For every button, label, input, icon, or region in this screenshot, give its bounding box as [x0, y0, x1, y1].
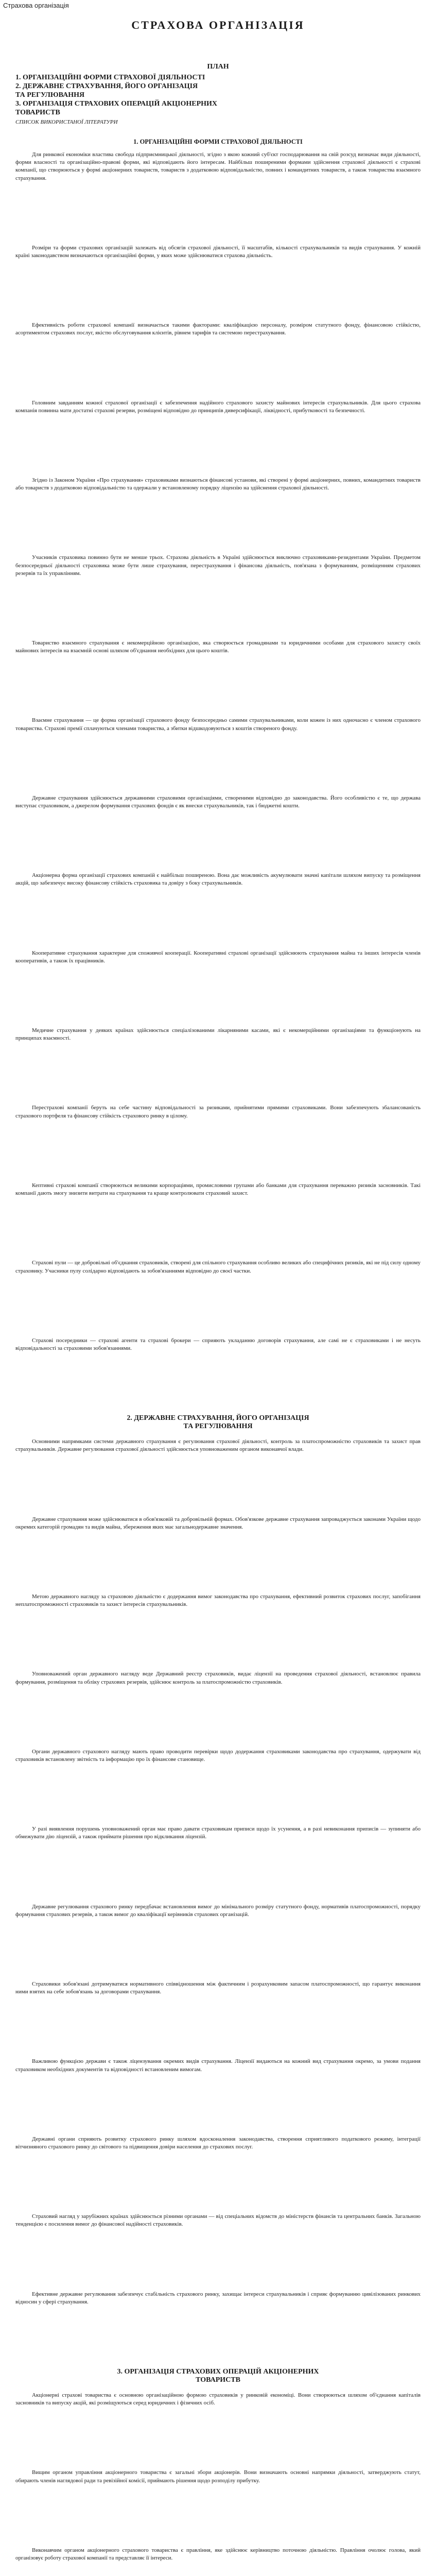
paragraph: Державне страхування може здійснюватися в обов'язковій та добровільній формах. Обов'язкове державне страхування запроваджується законами України щодо окремих категорій громадян та видів майна, збереження яких має загальнодержавне значення. [15, 1516, 421, 1530]
paragraph: Ефективне державне регулювання забезпечує стабільність страхового ринку, захищає інтереси страхувальників і сприяє формуванню цивілізованих ринкових відносин у сфері страхування. [15, 2291, 421, 2305]
plan-item[interactable]: 3. ОРГАНІЗАЦІЯ СТРАХОВИХ ОПЕРАЦІЙ АКЦІОНЕРНИХ [15, 100, 218, 108]
plan-item[interactable]: 2. ДЕРЖАВНЕ СТРАХУВАННЯ, ЙОГО ОРГАНІЗАЦІЯ [15, 82, 198, 90]
paragraph: Взаємне страхування — це форма організації страхового фонду безпосередньо самими страхувальниками, коли кожен із них одночасно є членом страхового товариства. Страхові премії сплачуються членами товариства, а збитки відшкодовуються з коштів створеного фонду. [15, 717, 421, 732]
section-heading [15, 2368, 421, 2384]
section-1-body [15, 151, 421, 1352]
paragraph: Страховики зобов'язані дотримуватися нормативного співвідношення між фактичним і розрахунковим запасом платоспроможності, що гарантує виконання ними взятих на себе зобов'язань за договорами страхування. [15, 1980, 421, 1995]
page-title: СТРАХОВА ОРГАНІЗАЦІЯ [131, 19, 305, 31]
paragraph: Учасників страховика повинно бути не менше трьох. Страхова діяльність в Україні здійснюється виключно страховиками-резидентами України. Предметом безпосередньої діяльності страховика може бути лише страхування, перестрахування і фінансова діяльність, пов'язана з формуванням, розміщенням страхових резервів та їх управлінням. [15, 554, 421, 577]
paragraph: Головним завданням кожної страхової організації є забезпечення надійного страхового захисту майнових інтересів страхувальників. Для цього страхова компанія повинна мати достатні страхові резерви, розміщені відповідно до принципів диверсифікації, ліквідності, прибутковості та безпечності. [15, 399, 421, 414]
plan-item[interactable]: ТА РЕГУЛЮВАННЯ [15, 91, 85, 99]
paragraph: Органи державного страхового нагляду мають право проводити перевірки щодо додержання страховиками законодавства про страхування, одержувати від страховиків встановлену звітність та інформацію про їх фінансове становище. [15, 1748, 421, 1762]
section-heading [15, 1414, 421, 1431]
paragraph: Медичне страхування у деяких країнах здійснюється спеціалізованими лікарняними касами, які є некомерційними організаціями та функціонують на принципах взаємності. [15, 1027, 421, 1042]
paragraph: Вищим органом управління акціонерного товариства є загальні збори акціонерів. Вони визначають основні напрямки діяльності, затверджують статут, обирають членів наглядової ради та ревізійної комісії, приймають рішення щодо розподілу прибутку. [15, 2469, 421, 2484]
paragraph: Перестрахові компанії беруть на себе частину відповідальності за ризиками, прийнятими прямими страховиками. Вони забезпечують збалансованість страхового портфеля та фінансову стійкість страхового ринку в цілому. [15, 1105, 421, 1119]
plan-refs-link[interactable]: СПИСОК ВИКОРИСТАНОЇ ЛІТЕРАТУРИ [15, 119, 118, 125]
section-heading: 1. ОРГАНІЗАЦІЙНІ ФОРМИ СТРАХОВОЇ ДІЯЛЬНОСТІ [133, 138, 303, 145]
section-heading-line: ТОВАРИСТВ [196, 2376, 240, 2384]
paragraph: Для ринкової економіки властива свобода підприємницької діяльності, згідно з якою кожний суб'єкт господарювання на свій розсуд визначає види діяльності, форми власності та організаційно-правові форми, які відповідають його інтересам. Найбільш поширеними формами здійснення страхової діяльності є страхові компанії, що створюються у формі акціонерних товариств, товариств з додатковою відповідальністю, повних і командитних товариств, а також товариства взаємного страхування. [15, 151, 421, 181]
plan-box [0, 63, 436, 127]
paragraph: Товариство взаємного страхування є некомерційною організацією, яка створюється громадянами та юридичними особами для страхового захисту своїх майнових інтересів на взаємній основі шляхом об'єднання необхідних для цього коштів. [15, 640, 421, 654]
paragraph: Кептивні страхові компанії створюються великими корпораціями, промисловими групами або банками для страхування переважно ризиків засновників. Такі компанії дають змогу знизити витрати на страхування та краще контролювати страховий захист. [15, 1182, 421, 1197]
paragraph: Страховий нагляд у зарубіжних країнах здійснюється різними органами — від спеціальних відомств до міністерств фінансів та центральних банків. Загальною тенденцією є посилення вимог до фінансової надійності страховиків. [15, 2213, 421, 2228]
plan-heading: ПЛАН [207, 63, 229, 71]
paragraph: Державні органи сприяють розвитку страхового ринку шляхом вдосконалення законодавства, створення сприятливого податкового режиму, інтеграції вітчизняного страхового ринку до світового та підвищення довіри населення до страхових послуг. [15, 2136, 421, 2150]
paragraph: Кооперативне страхування характерне для споживчої кооперації. Кооперативні страхові організації здійснюють страхування майна та інших інтересів членів кооперативів, а також їх працівників. [15, 950, 421, 964]
paragraph: Розміри та форми страхових організацій залежать від обсягів страхової діяльності, її масштабів, кількості страхувальників та видів страхування. У кожній країні законодавством визначаються організаційні форми, у яких може здійснюватися страхова діяльність. [15, 244, 421, 259]
paragraph: Виконавчим органом акціонерного страхового товариства є правління, яке здійснює керівництво поточною діяльністю. Правління очолює голова, який організовує роботу страхової компанії та представляє її інтереси. [15, 2547, 421, 2561]
paragraph: Згідно із Законом України «Про страхування» страховиками визнаються фінансові установи, які створені у формі акціонерних, повних, командитних товариств або товариств з додатковою відповідальністю та одержали у встановленому порядку ліцензію на здійснення страхової діяльності. [15, 477, 421, 492]
paragraph: Метою державного нагляду за страховою діяльністю є додержання вимог законодавства про страхування, ефективний розвиток страхових послуг, запобігання неплатоспроможності страховиків та захист інтересів страхувальників. [15, 1593, 421, 1608]
section-heading-line: ТА РЕГУЛЮВАННЯ [183, 1422, 253, 1431]
document-body [0, 138, 436, 2576]
paragraph: Страхові пули — це добровільні об'єднання страховиків, створені для спільного страхування особливо великих або специфічних ризиків, які не під силу одному страховику. Учасники пулу солідарно відповідають за зобов'язаннями відповідно до своєї частки. [15, 1260, 421, 1274]
paragraph: Державне страхування здійснюється державними страховими організаціями, створеними відповідно до законодавства. Його особливістю є те, що держава виступає страховиком, а джерелом формування страхових фондів є як внески страхувальників, так і бюджетні кошти. [15, 794, 421, 809]
section-2-body [15, 1438, 421, 2306]
paragraph: Важливою функцією держави є також ліцензування окремих видів страхування. Ліцензії видаються на кожний вид страхування окремо, за умови подання страховиком необхідних документів та відповідності встановленим вимогам. [15, 2058, 421, 2073]
section-heading-line: 2. ДЕРЖАВНЕ СТРАХУВАННЯ, ЙОГО ОРГАНІЗАЦІЯ [127, 1414, 309, 1422]
paragraph: Акціонерні страхові товариства є основною організаційною формою страховиків у ринковій економіці. Вони створюються шляхом об'єднання капіталів засновників та випуску акцій, які розміщуються серед юридичних і фізичних осіб. [15, 2392, 421, 2406]
paragraph: Уповноважений орган державного нагляду веде Державний реєстр страховиків, видає ліцензії на проведення страхової діяльності, встановлює правила формування, розміщення та обліку страхових резервів, здійснює контроль за платоспроможністю страховиків. [15, 1671, 421, 1685]
paragraph: Основними напрямками системи державного страхування є регулювання страхової діяльності, контроль за платоспроможністю страховиків та захист прав страхувальників. Державне регулювання страхової діяльності здійснюється уповноваженим органом виконавчої влади. [15, 1438, 421, 1453]
plan-item[interactable]: ТОВАРИСТВ [15, 109, 60, 116]
section-heading-line: 3. ОРГАНІЗАЦІЯ СТРАХОВИХ ОПЕРАЦІЙ АКЦІОНЕРНИХ [117, 2367, 319, 2376]
paragraph: Страхові посередники — страхові агенти та страхові брокери — сприяють укладанню договорів страхування, але самі не є страховиками і не несуть відповідальності за страховими зобов'язаннями. [15, 1337, 421, 1351]
paragraph: Ефективність роботи страхової компанії визначається такими факторами: кваліфікацією персоналу, розміром статутного фонду, фінансовою стійкістю, асортиментом страхових послуг, якістю обслуговування клієнтів, рівнем тарифів та системою перестрахування. [15, 322, 421, 336]
paragraph: У разі виявлення порушень уповноважений орган має право давати страховикам приписи щодо їх усунення, а в разі невиконання приписів — зупиняти або обмежувати дію ліцензій, а також приймати рішення про відкликання ліцензій. [15, 1826, 421, 1840]
paragraph: Державне регулювання страхового ринку передбачає встановлення вимог до мінімального розміру статутного фонду, нормативів платоспроможності, порядку формування страхових резервів, а також вимог до кваліфікації керівників страхових організацій. [15, 1903, 421, 1918]
plan-item[interactable]: 1. ОРГАНІЗАЦІЙНІ ФОРМИ СТРАХОВОЇ ДІЯЛЬНОСТІ [15, 74, 205, 81]
paragraph: Акціонерна форма організації страхових компаній є найбільш поширеною. Вона дає можливість акумулювати значні капітали шляхом випуску та розміщення акцій, що забезпечує високу фінансову стійкість страховика та довіру з боку страхувальників. [15, 872, 421, 887]
breadcrumb: Страхова організація [3, 2, 69, 9]
section-3-body [15, 2392, 421, 2576]
